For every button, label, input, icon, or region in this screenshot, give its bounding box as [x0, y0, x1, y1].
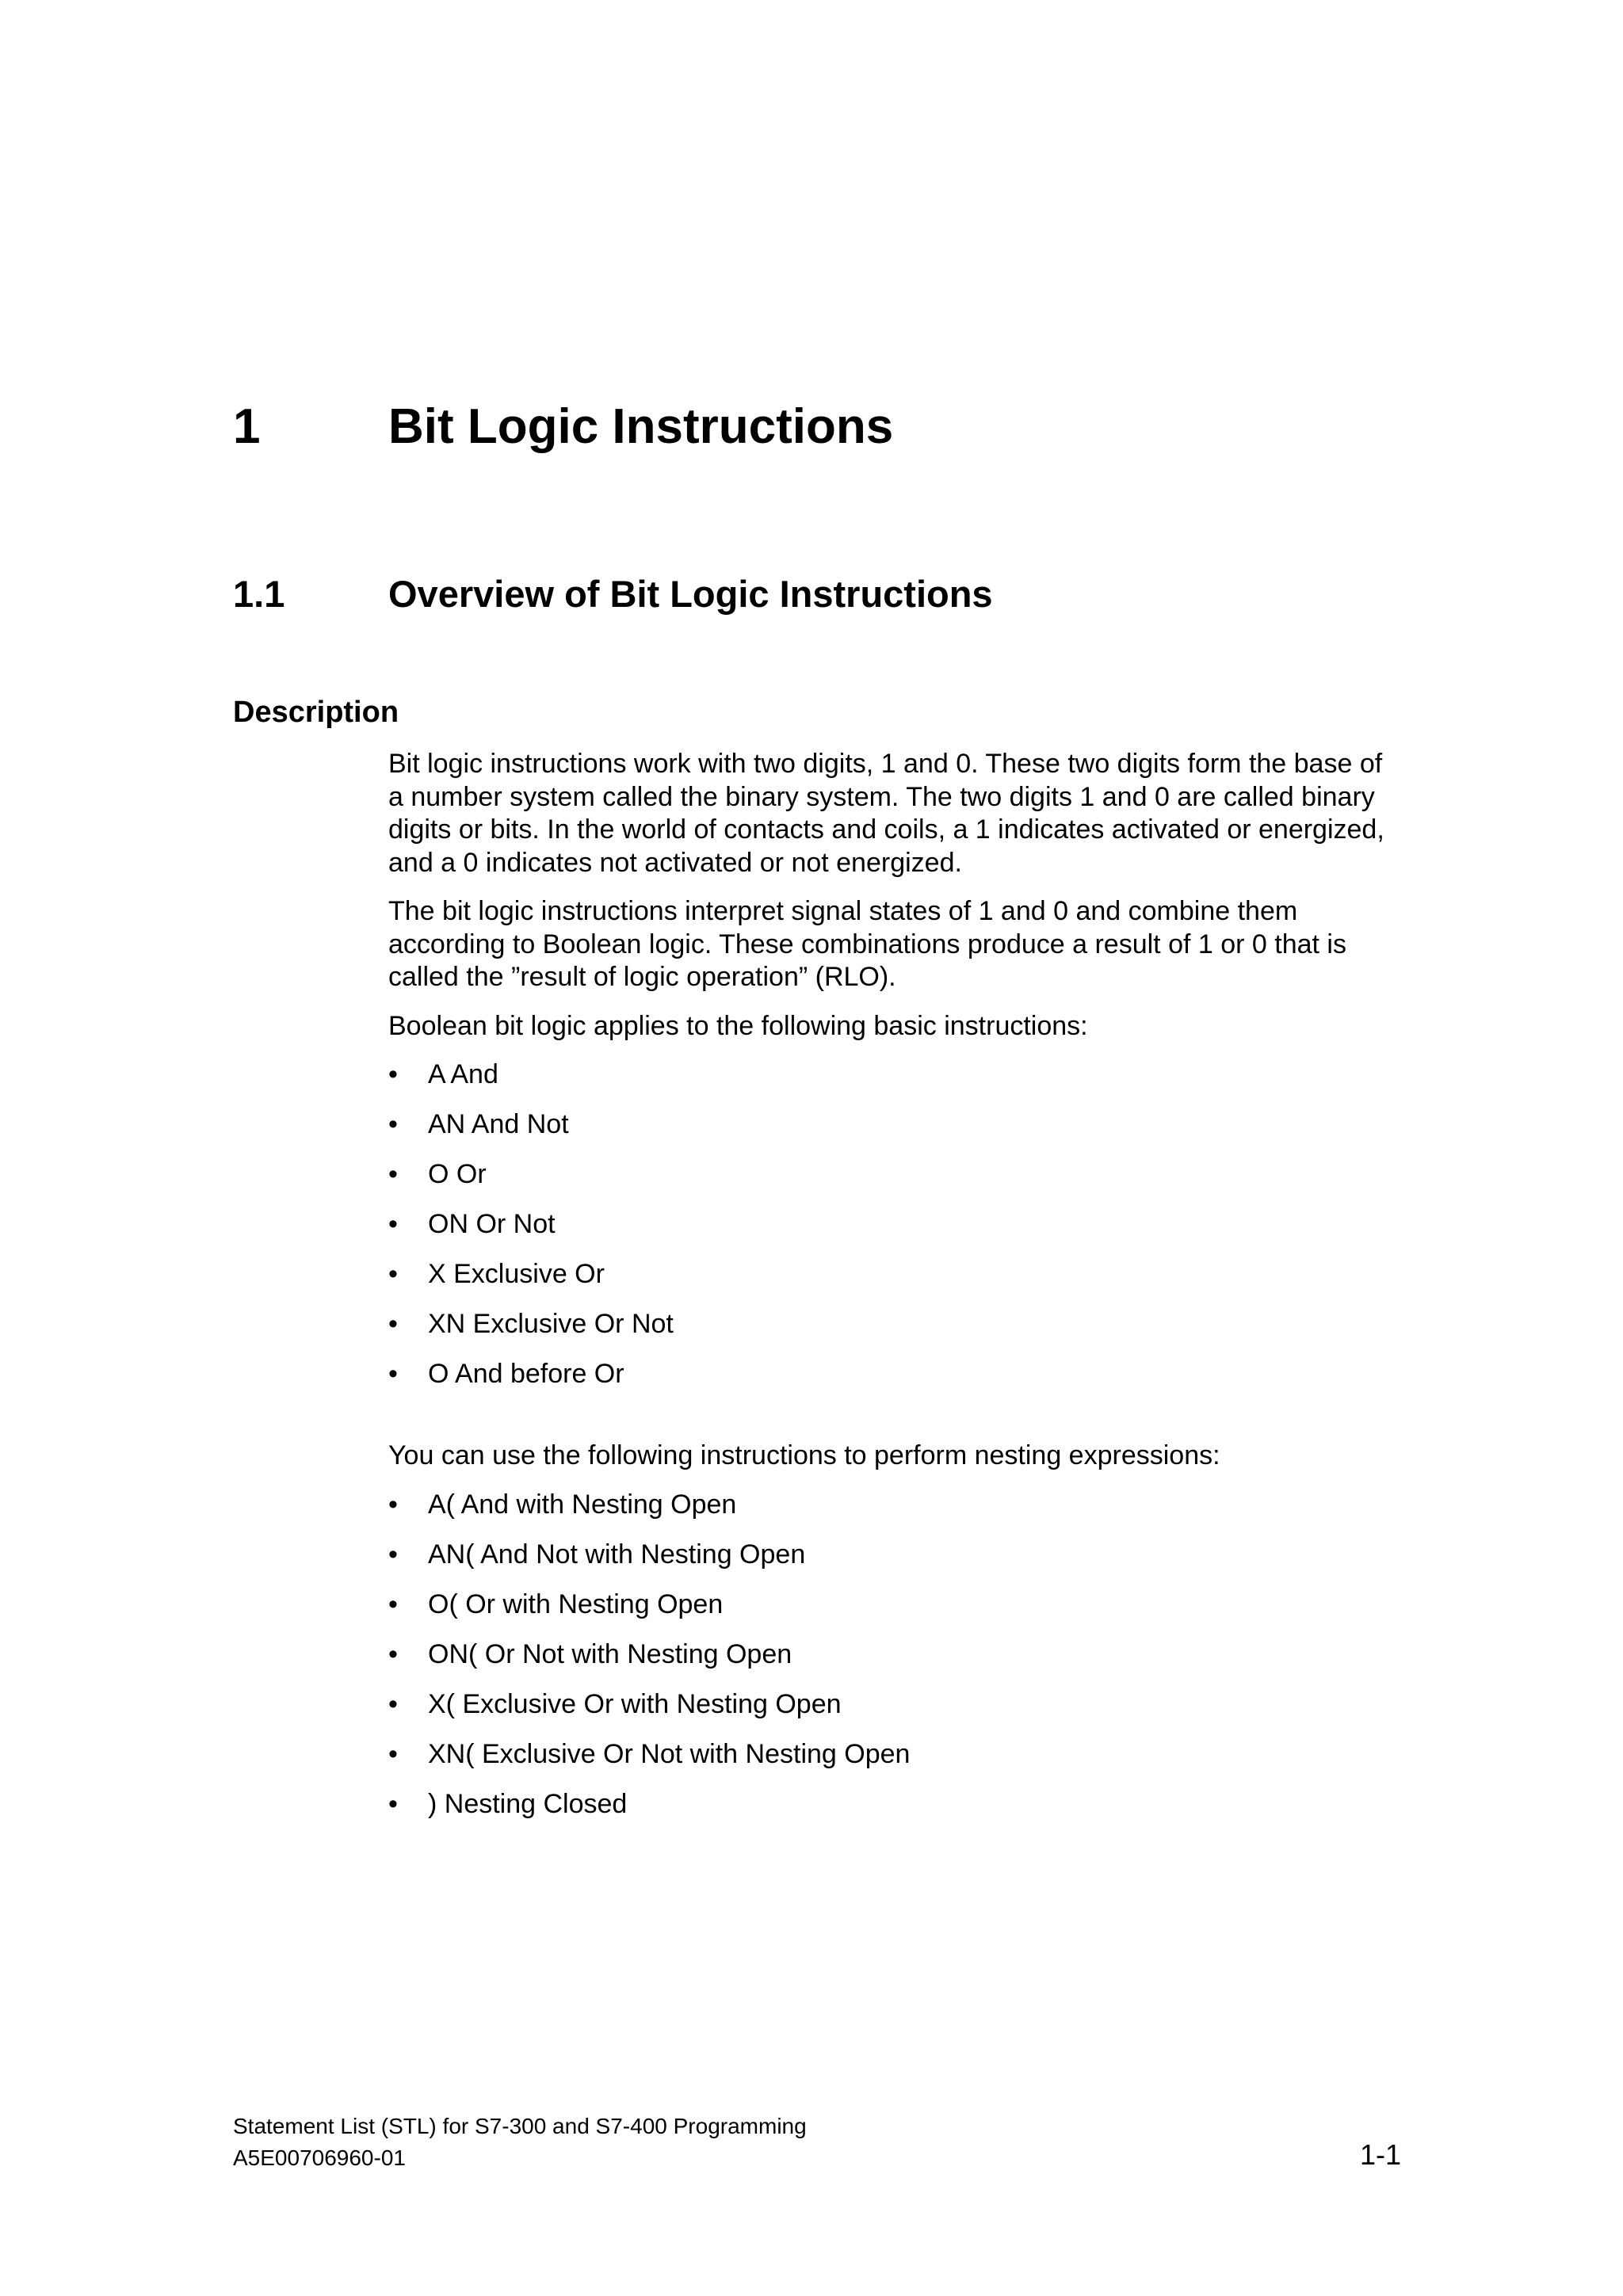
section-title: Overview of Bit Logic Instructions: [388, 573, 993, 615]
bullet-icon: •: [388, 1309, 398, 1339]
instruction-text: O( Or with Nesting Open: [428, 1589, 724, 1619]
instruction-text: ) Nesting Closed: [428, 1788, 628, 1819]
list-item: [388, 1539, 1419, 1589]
list-item: [388, 1638, 1419, 1688]
spacer: [388, 1408, 1419, 1440]
paragraph-line: according to Boolean logic. These combinations produce a result of 1 or 0 that is: [388, 929, 1346, 959]
instruction-text: O Or: [428, 1159, 487, 1189]
list-item: [388, 1158, 1419, 1208]
bullet-icon: •: [388, 1159, 398, 1189]
list-item: [388, 1589, 1419, 1638]
page-number: 1-1: [1360, 2138, 1402, 2171]
body-text: [388, 748, 1419, 1838]
list-item: [388, 1258, 1419, 1308]
chapter-title: Bit Logic Instructions: [388, 399, 894, 454]
paragraph-line: The bit logic instructions interpret signal states of 1 and 0 and combine them: [388, 896, 1298, 926]
instruction-text: A And: [428, 1059, 498, 1089]
nesting-instructions-list: [388, 1489, 1419, 1838]
paragraph-nesting-intro: You can use the following instructions to perform nesting expressions:: [388, 1440, 1220, 1470]
bullet-icon: •: [388, 1738, 398, 1769]
bullet-icon: •: [388, 1589, 398, 1619]
footer-title: Statement List (STL) for S7-300 and S7-400 Programming: [233, 2114, 807, 2138]
list-item: [388, 1358, 1419, 1408]
description-heading: Description: [233, 696, 399, 729]
section-number: 1.1: [233, 573, 285, 615]
instruction-text: O And before Or: [428, 1359, 624, 1389]
footer-doc-id: A5E00706960-01: [233, 2145, 406, 2170]
paragraph-line: called the ”result of logic operation” (RLO).: [388, 962, 896, 992]
bullet-icon: •: [388, 1788, 398, 1819]
bullet-icon: •: [388, 1059, 398, 1089]
instruction-text: X Exclusive Or: [428, 1259, 605, 1289]
list-item: [388, 1058, 1419, 1108]
instruction-text: ON Or Not: [428, 1209, 556, 1239]
bullet-icon: •: [388, 1209, 398, 1239]
list-item: [388, 1688, 1419, 1738]
instruction-text: XN( Exclusive Or Not with Nesting Open: [428, 1738, 911, 1769]
instruction-text: ON( Or Not with Nesting Open: [428, 1638, 792, 1669]
paragraph-line: digits or bits. In the world of contacts and coils, a 1 indicates activated or energized,: [388, 814, 1384, 845]
list-item: [388, 1108, 1419, 1158]
bullet-icon: •: [388, 1489, 398, 1520]
bullet-icon: •: [388, 1259, 398, 1289]
paragraph-binary-intro: [388, 748, 1419, 879]
paragraph-line: a number system called the binary system. The two digits 1 and 0 are called binary: [388, 781, 1375, 812]
list-item: [388, 1308, 1419, 1358]
list-item: [388, 1208, 1419, 1258]
bullet-icon: •: [388, 1109, 398, 1139]
bullet-icon: •: [388, 1638, 398, 1669]
bullet-icon: •: [388, 1359, 398, 1389]
paragraph-line: Bit logic instructions work with two digits, 1 and 0. These two digits form the base of: [388, 749, 1383, 779]
instruction-text: A( And with Nesting Open: [428, 1489, 737, 1520]
instruction-text: XN Exclusive Or Not: [428, 1309, 674, 1339]
paragraph-line: and a 0 indicates not activated or not energized.: [388, 847, 962, 878]
list-item: [388, 1738, 1419, 1788]
list-item: [388, 1489, 1419, 1539]
instruction-text: X( Exclusive Or with Nesting Open: [428, 1688, 842, 1719]
basic-instructions-list: [388, 1058, 1419, 1408]
bullet-icon: •: [388, 1539, 398, 1569]
paragraph-rlo: [388, 895, 1419, 994]
instruction-text: AN And Not: [428, 1109, 569, 1139]
paragraph-basic-intro: Boolean bit logic applies to the following basic instructions:: [388, 1010, 1088, 1041]
bullet-icon: •: [388, 1688, 398, 1719]
chapter-number: 1: [233, 399, 261, 454]
instruction-text: AN( And Not with Nesting Open: [428, 1539, 806, 1569]
list-item: [388, 1788, 1419, 1838]
